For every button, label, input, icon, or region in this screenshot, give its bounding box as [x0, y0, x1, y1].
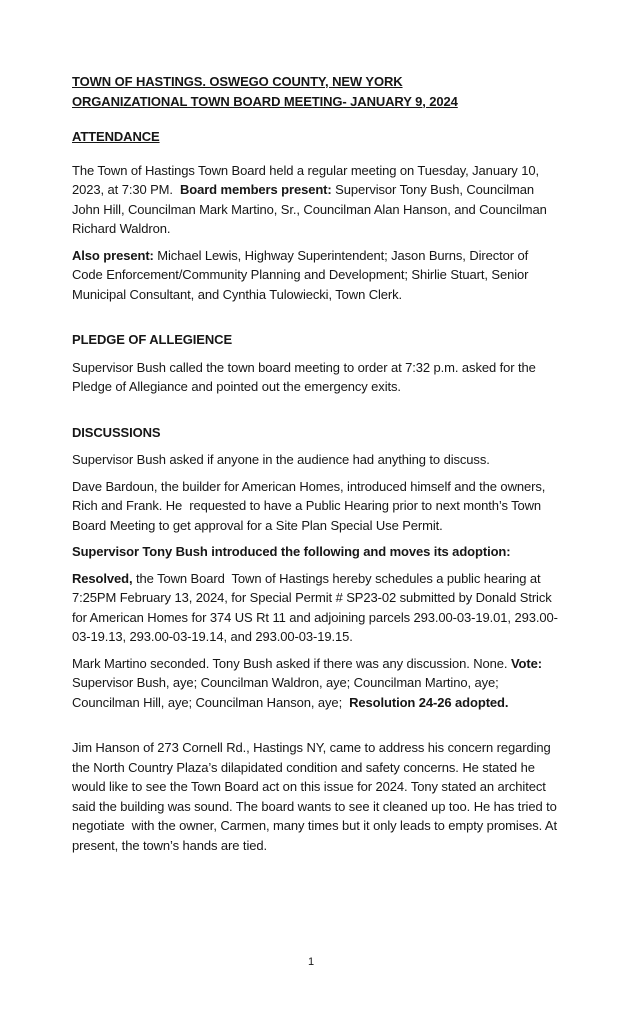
- board-members-present-label: Board members present:: [179, 182, 332, 197]
- attendance-intro-text: The Town of Hastings Town Board held a regular meeting on Tuesday, January 10, 2023, at 7:30 PM.: [72, 162, 543, 197]
- resolved-body-text: the Town Board Town of Hastings hereby schedules a public hearing at 7:25PM February 13, 2024, for Special Permit # SP23-02 submitted by Donald Strick for American Homes for 374 US Rt 11 and adjoining parcels 293.00-03-19.01, 293.00-03-19.13, 293.00-03-19.14, and 293.00-03-19.15.: [72, 570, 558, 644]
- vote-paragraph: [72, 654, 562, 713]
- document-title-line-2: ORGANIZATIONAL TOWN BOARD MEETING- JANUARY 9, 2024: [72, 93, 458, 109]
- section-pledge: [72, 330, 562, 397]
- vote-label: Vote:: [510, 655, 542, 671]
- section-discussions: [72, 423, 562, 856]
- pledge-heading: PLEDGE OF ALLEGIENCE: [72, 332, 233, 347]
- vote-result: Resolution 24-26 adopted.: [349, 694, 509, 710]
- resolved-label: Resolved,: [72, 570, 133, 586]
- vote-roll-call: Supervisor Bush, aye; Councilman Waldron, aye; Councilman Martino, aye; Councilman Hill, aye; Councilman Hanson, aye;: [72, 655, 546, 710]
- motion-intro-paragraph: Supervisor Tony Bush introduced the following and moves its adoption:: [72, 544, 511, 559]
- document-header: [72, 72, 562, 111]
- also-present-label: Also present:: [72, 247, 154, 263]
- attendance-heading: ATTENDANCE: [72, 129, 160, 144]
- section-attendance: [72, 127, 562, 304]
- attendance-paragraph: [72, 161, 562, 239]
- hanson-concern-paragraph: Jim Hanson of 273 Cornell Rd., Hastings NY, came to address his concern regarding the North Country Plaza’s dilapidated condition and safety concerns. He stated he would like to see the Town Board act on this issue for 2024. Tony stated an architect said the building was sound. The board wants to see it cleaned up too. He has tried to negotiate with the owner, Carmen, many times but it only leads to empty promises. At present, the town’s hands are tied.: [72, 740, 561, 853]
- discussions-heading: DISCUSSIONS: [72, 424, 161, 440]
- document-title-line-1: TOWN OF HASTINGS. OSWEGO COUNTY, NEW YORK: [72, 74, 403, 89]
- resolved-paragraph: [72, 569, 562, 647]
- board-members-list: Supervisor Tony Bush, Councilman John Hill, Councilman Mark Martino, Sr., Councilman Alan Hanson, and Councilman Richard Waldron.: [72, 182, 551, 236]
- pledge-paragraph: Supervisor Bush called the town board meeting to order at 7:32 p.m. asked for the Pledge of Allegiance and pointed out the emergency exits.: [72, 359, 540, 394]
- bardoun-request-paragraph: Dave Bardoun, the builder for American Homes, introduced himself and the owners, Rich and Frank. He requested to have a Public Hearing prior to next month’s Town Board Meeting to get approval for a Site Plan Special Use Permit.: [72, 478, 549, 533]
- page-number: 1: [307, 955, 315, 968]
- second-and-discussion-text: Mark Martino seconded. Tony Bush asked if there was any discussion. None.: [72, 655, 511, 671]
- open-floor-paragraph: Supervisor Bush asked if anyone in the audience had anything to discuss.: [72, 452, 490, 467]
- also-present-list: Michael Lewis, Highway Superintendent; Jason Burns, Director of Code Enforcement/Community Planning and Development; Shirlie Stuart, Senior Municipal Consultant, and Cynthia Tulowiecki, Town Clerk.: [72, 247, 532, 302]
- also-present-paragraph: [72, 246, 562, 305]
